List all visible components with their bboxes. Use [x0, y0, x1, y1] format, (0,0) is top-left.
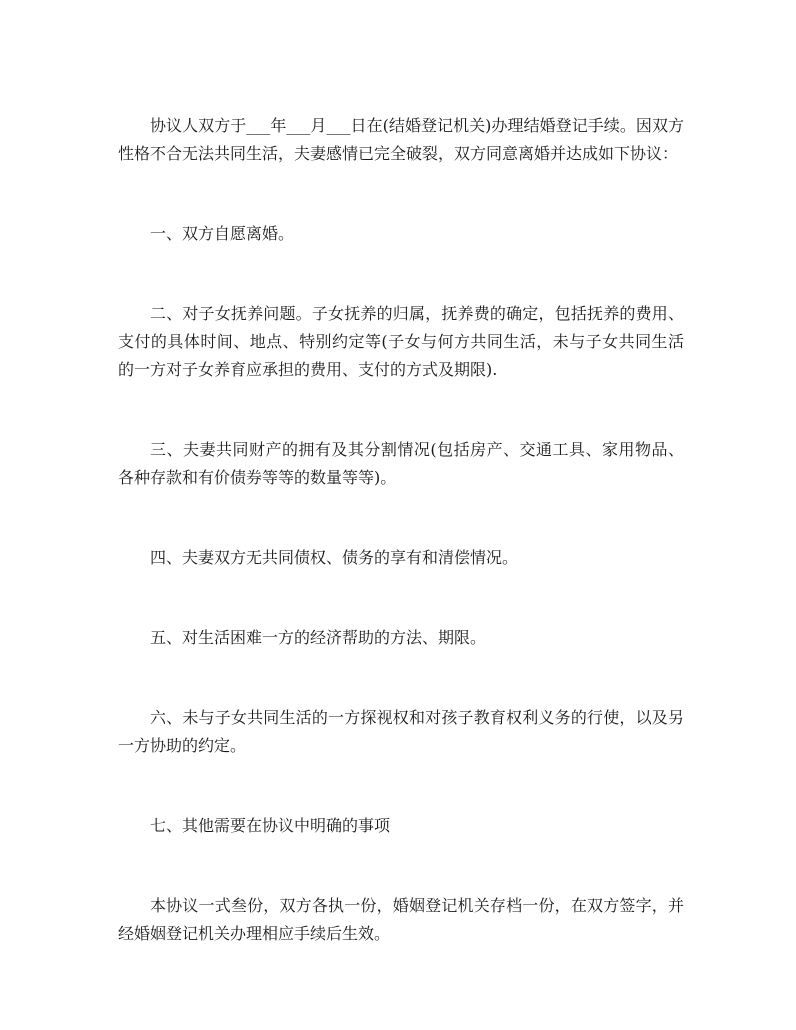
- document-page: [118, 112, 684, 948]
- clause-4-debts: 四、夫妻双方无共同债权、债务的享有和清偿情况。: [150, 548, 519, 567]
- clause-7-other-matters: 七、其他需要在协议中明确的事项: [150, 816, 391, 835]
- clause-3-property-division: 三、夫妻共同财产的拥有及其分割情况(包括房产、交通工具、家用物品、各种存款和有价债券等等的数量等等)。: [118, 440, 684, 487]
- clause-2-child-custody: 二、对子女抚养问题。子女抚养的归属，抚养费的确定，包括抚养的费用、支付的具体时间、地点、特别约定等(子女与何方共同生活，未与子女共同生活的一方对子女养育应承担的费用、支付的方式及期限).: [118, 304, 684, 379]
- clause-1-voluntary-divorce: 一、双方自愿离婚。: [150, 224, 295, 243]
- agreement-preamble: 协议人双方于___年___月___日在(结婚登记机关)办理结婚登记手续。因双方性格不合无法共同生活，夫妻感情已完全破裂，双方同意离婚并达成如下协议：: [118, 116, 684, 163]
- agreement-effectiveness: 本协议一式叁份，双方各执一份，婚姻登记机关存档一份，在双方签字，并经婚姻登记机关办理相应手续后生效。: [118, 896, 684, 943]
- clause-5-financial-assistance: 五、对生活困难一方的经济帮助的方法、期限。: [150, 628, 487, 647]
- clause-6-visitation: 六、未与子女共同生活的一方探视权和对孩子教育权利义务的行使，以及另一方协助的约定。: [118, 708, 684, 755]
